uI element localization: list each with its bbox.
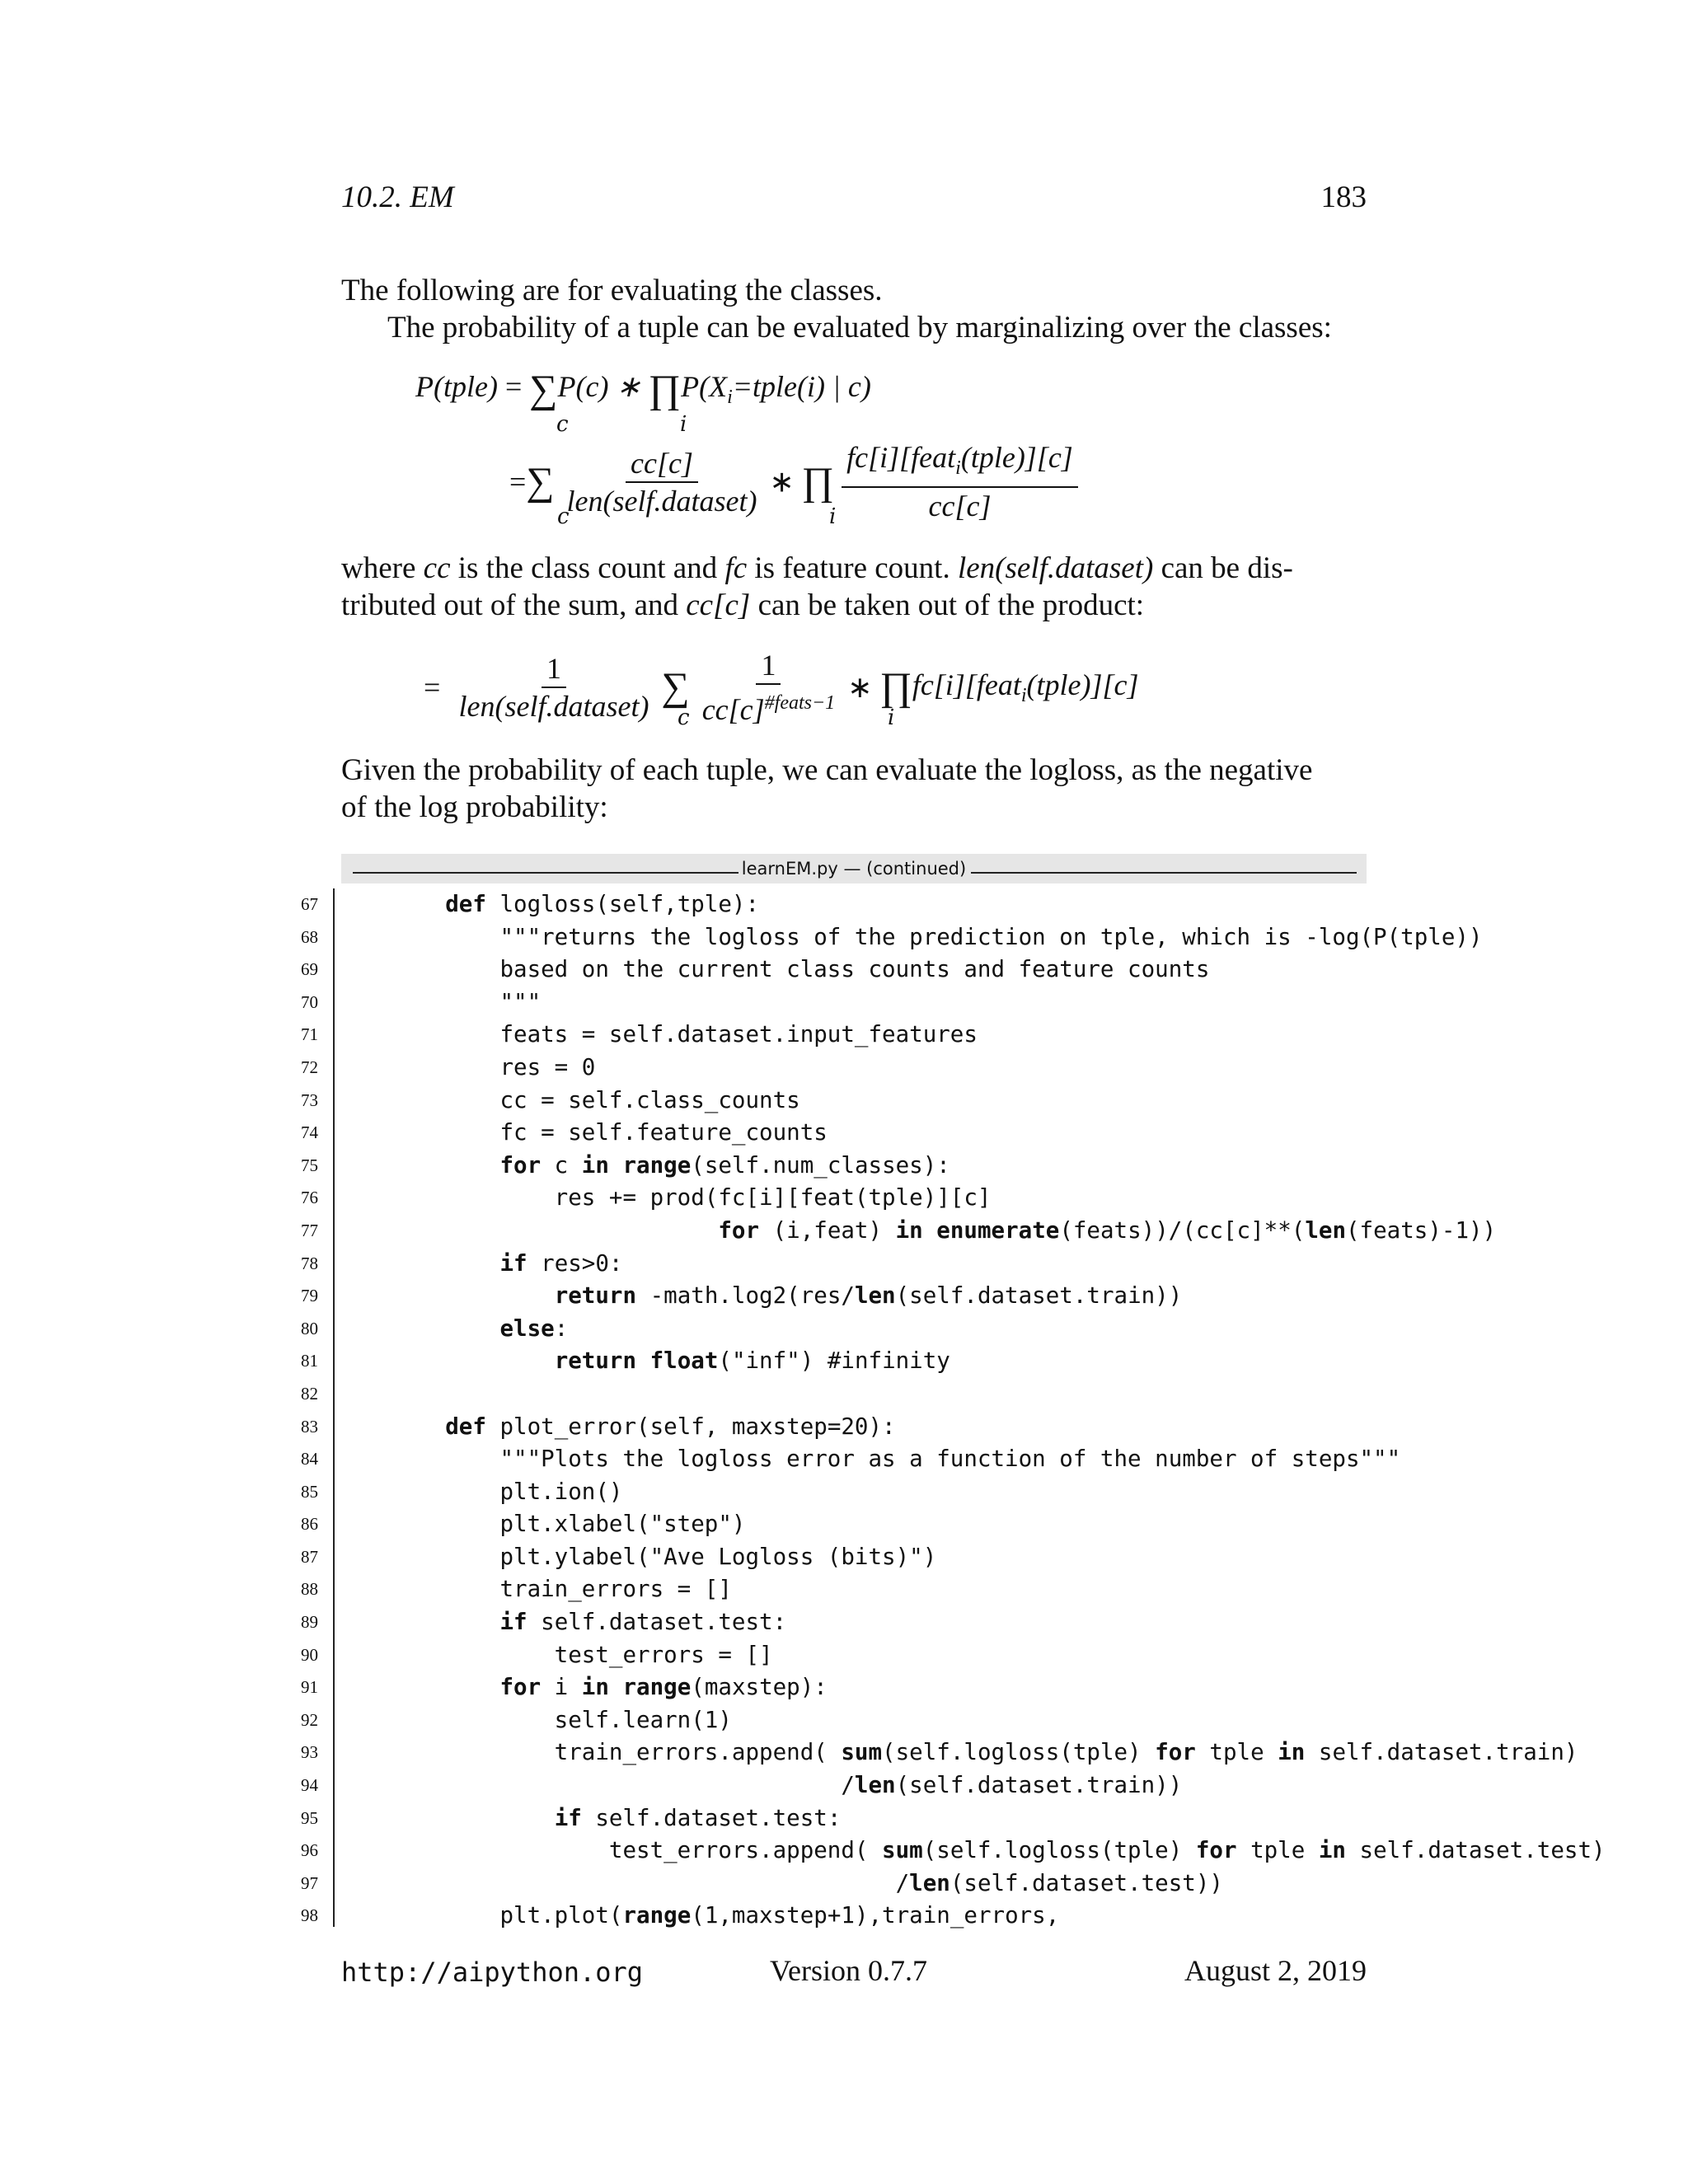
- code-text: self.learn(1): [391, 1706, 732, 1733]
- product-symbol: ∏: [879, 665, 912, 709]
- code-text: based on the current class counts and feature counts: [391, 956, 1210, 983]
- code-line: [272, 1639, 1541, 1672]
- code-text: feats = self.dataset.input_features: [391, 1021, 978, 1048]
- line-number: 76: [301, 1188, 318, 1208]
- paragraph-3-line-2: of the log probability:: [341, 790, 608, 824]
- eq1-frac2-num-sub: i: [955, 457, 961, 480]
- footer-date: August 2, 2019: [1184, 1954, 1367, 1987]
- code-text: for c in range(self.num_classes):: [499, 1151, 950, 1179]
- eq1-fraction-1: [562, 445, 762, 519]
- equation-1-line-1: P(tple) = ∑P(c) ∗ $\prod P(X_i=tple(i)$ | c): [415, 367, 871, 411]
- product-symbol: ∏: [648, 367, 682, 411]
- footer-url[interactable]: http://aipython.org: [341, 1957, 644, 1988]
- intro-line-2: The probability of a tuple can be evaluated by marginalizing over the classes:: [387, 311, 1332, 344]
- listing-title: learnEM.py — (continued): [741, 859, 967, 879]
- code-listing: [272, 888, 1606, 1933]
- line-number: 89: [301, 1612, 318, 1633]
- line-number: 86: [301, 1514, 318, 1535]
- line-number: 84: [301, 1449, 318, 1469]
- equation-1-line-2: =∑ $\frac{cc[c]}{\text{len(self.dataset)}}$ ∗ ∏ $\frac{fc[i][feat_i(tple)][c]}{cc[c]}$: [509, 439, 1078, 524]
- code-text: """Plots the logloss error as a function of the number of steps""": [391, 1446, 1401, 1473]
- sum-symbol: ∑: [529, 367, 558, 411]
- footer-version: Version 0.7.7: [770, 1954, 927, 1987]
- listing-header: [341, 854, 1367, 883]
- code-line: [272, 1182, 1541, 1215]
- line-number: 80: [301, 1318, 318, 1338]
- line-number: 83: [301, 1416, 318, 1436]
- line-number: 72: [301, 1057, 318, 1077]
- code-text: res = 0: [391, 1053, 596, 1080]
- line-number: 73: [301, 1090, 318, 1110]
- code-line: [272, 921, 1541, 954]
- eq1-frac1-den: len(self.dataset): [566, 484, 757, 518]
- code-line: [272, 1868, 1541, 1900]
- code-text: plt.plot(range(1,maxstep+1),train_errors,: [391, 1902, 1060, 1929]
- eq1-frac2-den: cc[c]: [928, 490, 992, 523]
- page-footer: [341, 1953, 1367, 1993]
- line-number: 90: [301, 1644, 318, 1665]
- code-line: [272, 1117, 1541, 1150]
- line-number: 88: [301, 1579, 318, 1600]
- code-line: [272, 1769, 1541, 1802]
- eq1-line1-sub: i: [727, 387, 733, 409]
- code-text: test_errors.append( sum(self.logloss(tple) for tple in self.dataset.test): [391, 1837, 1606, 1864]
- code-line: [272, 888, 1541, 921]
- code-text: if res>0:: [499, 1249, 623, 1277]
- code-line: [272, 1150, 1541, 1183]
- code-line: [272, 1248, 1541, 1281]
- eq1-frac2-num-end: (tple)][c]: [960, 441, 1073, 474]
- line-number: 78: [301, 1253, 318, 1273]
- eq2-den-2: cc[c]: [701, 693, 765, 726]
- paragraph-2-line-1: where cc is the class count and fc is feature count. len(self.dataset) can be dis-: [341, 551, 1293, 585]
- eq2-prod-body: fc[i][feat: [912, 668, 1021, 701]
- code-text: def logloss(self,tple):: [445, 891, 760, 917]
- sum-symbol: ∑: [526, 459, 555, 504]
- line-number: 92: [301, 1709, 318, 1730]
- code-line: [272, 1541, 1541, 1574]
- code-line: [272, 1345, 1541, 1378]
- code-line: [272, 1215, 1541, 1248]
- code-text: return -math.log2(res/len(self.dataset.train)): [554, 1282, 1183, 1310]
- eq2-prod-index: i: [888, 705, 895, 730]
- intro-line-1: The following are for evaluating the classes.: [341, 274, 883, 307]
- code-line: [272, 1802, 1541, 1835]
- code-line: [272, 1736, 1578, 1769]
- code-line: [272, 1052, 1541, 1085]
- code-line: [272, 1476, 1541, 1509]
- line-number: 93: [301, 1742, 318, 1763]
- line-number: 68: [301, 926, 318, 947]
- line-number: 74: [301, 1122, 318, 1143]
- code-text: cc = self.class_counts: [391, 1086, 800, 1113]
- code-text: return float("inf") #infinity: [554, 1347, 950, 1375]
- code-text: plt.ion(): [391, 1478, 623, 1505]
- code-line: [272, 1019, 1541, 1052]
- line-number: 79: [301, 1286, 318, 1306]
- line-number: 70: [301, 991, 318, 1012]
- eq1-line1-rest: P(c) ∗: [557, 370, 641, 403]
- line-number: 97: [301, 1872, 318, 1893]
- page-number: 183: [1320, 180, 1367, 214]
- line-number: 67: [301, 894, 318, 914]
- code-line: [272, 1671, 1541, 1704]
- code-text: def plot_error(self, maxstep=20):: [445, 1413, 896, 1440]
- running-head: [341, 180, 1367, 221]
- code-text: res += prod(fc[i][feat(tple)][c]: [391, 1184, 992, 1212]
- line-number: 81: [301, 1351, 318, 1371]
- section-label: 10.2. EM: [341, 180, 454, 214]
- code-text: fc = self.feature_counts: [391, 1119, 828, 1146]
- eq1-prod-index: i: [680, 412, 687, 437]
- eq2-sum-index: c: [678, 705, 690, 730]
- line-number: 69: [301, 959, 318, 980]
- code-line: [272, 1411, 1541, 1444]
- code-line: [272, 1835, 1606, 1868]
- line-number: 87: [301, 1546, 318, 1567]
- code-text: """: [391, 988, 542, 1015]
- code-text: for i in range(maxstep):: [499, 1674, 828, 1701]
- code-text: for (i,feat) in enumerate(feats))/(cc[c]**(len(feats)-1)): [718, 1216, 1497, 1244]
- line-number: 96: [301, 1840, 318, 1861]
- line-number: 91: [301, 1677, 318, 1698]
- code-line: [272, 1280, 1541, 1313]
- eq1-line2-sum-index: c: [557, 504, 570, 529]
- line-number: 95: [301, 1807, 318, 1828]
- code-text: train_errors = []: [391, 1576, 732, 1603]
- code-text: plt.ylabel("Ave Logloss (bits)"): [391, 1543, 937, 1570]
- paragraph-2-line-2: tributed out of the sum, and cc[c] can be taken out of the product:: [341, 588, 1145, 622]
- listing-rule-right: [971, 872, 1357, 874]
- code-line: [272, 1508, 1541, 1541]
- eq1-line2-prod-index: i: [829, 504, 837, 529]
- eq1-frac1-num: cc[c]: [626, 445, 698, 483]
- paragraph-3-line-1: Given the probability of each tuple, we can evaluate the logloss, as the negative: [341, 753, 1313, 787]
- line-number: 82: [301, 1383, 318, 1404]
- eq2-den-1: len(self.dataset): [458, 690, 649, 723]
- code-line: [272, 1704, 1541, 1737]
- code-text: else:: [499, 1315, 569, 1342]
- code-line: [272, 1313, 1541, 1346]
- code-line: [272, 1606, 1541, 1639]
- code-text: test_errors = []: [391, 1641, 773, 1668]
- code-line: [272, 1900, 1541, 1933]
- code-line: [272, 1573, 1541, 1606]
- eq2-exponent: #feats−1: [764, 692, 836, 714]
- line-number: 77: [301, 1220, 318, 1240]
- line-number: 94: [301, 1775, 318, 1796]
- code-line: [272, 954, 1541, 987]
- code-text: /len(self.dataset.test)): [391, 1869, 1223, 1896]
- code-text: if self.dataset.test:: [499, 1609, 787, 1636]
- product-symbol: ∏: [801, 459, 835, 504]
- code-text: /len(self.dataset.train)): [391, 1772, 1183, 1799]
- equation-2: = $\frac{1}{\text{len(self.dataset)}}$ ∑ $\frac{1}{cc[c]^{\#feats-1}}$ ∗ ∏fc[i][feat$_i$(tple)][c]: [424, 649, 1139, 726]
- line-number: 85: [301, 1481, 318, 1502]
- line-number: 75: [301, 1155, 318, 1175]
- code-line: [272, 1443, 1541, 1476]
- code-line: [272, 1085, 1541, 1118]
- eq1-line1-prod: P(X: [681, 370, 728, 403]
- eq1-fraction-2: [842, 439, 1078, 524]
- code-text: """returns the logloss of the prediction on tple, which is -log(P(tple)): [391, 923, 1483, 950]
- eq2-fraction-1: $\frac{1}{\text{len(self.dataset)}}$: [454, 650, 654, 724]
- eq1-frac2-num: fc[i][feat: [846, 441, 956, 474]
- code-line: [272, 1378, 1541, 1411]
- code-text: train_errors.append( sum(self.logloss(tple) for tple in self.dataset.train): [391, 1739, 1578, 1766]
- eq1-lhs: P(tple): [415, 370, 498, 403]
- eq1-sum-index: c: [556, 412, 569, 437]
- line-number: 98: [301, 1905, 318, 1926]
- sum-symbol: ∑: [661, 665, 690, 709]
- line-number: 71: [301, 1024, 318, 1045]
- eq1-line1-end: =tple(i) | c): [732, 370, 871, 403]
- eq2-fraction-2: $\frac{1}{cc[c]^{\#feats-1}}$: [701, 649, 836, 726]
- code-line: [272, 987, 1541, 1019]
- code-text: if self.dataset.test:: [554, 1804, 842, 1831]
- code-text: plt.xlabel("step"): [391, 1511, 746, 1538]
